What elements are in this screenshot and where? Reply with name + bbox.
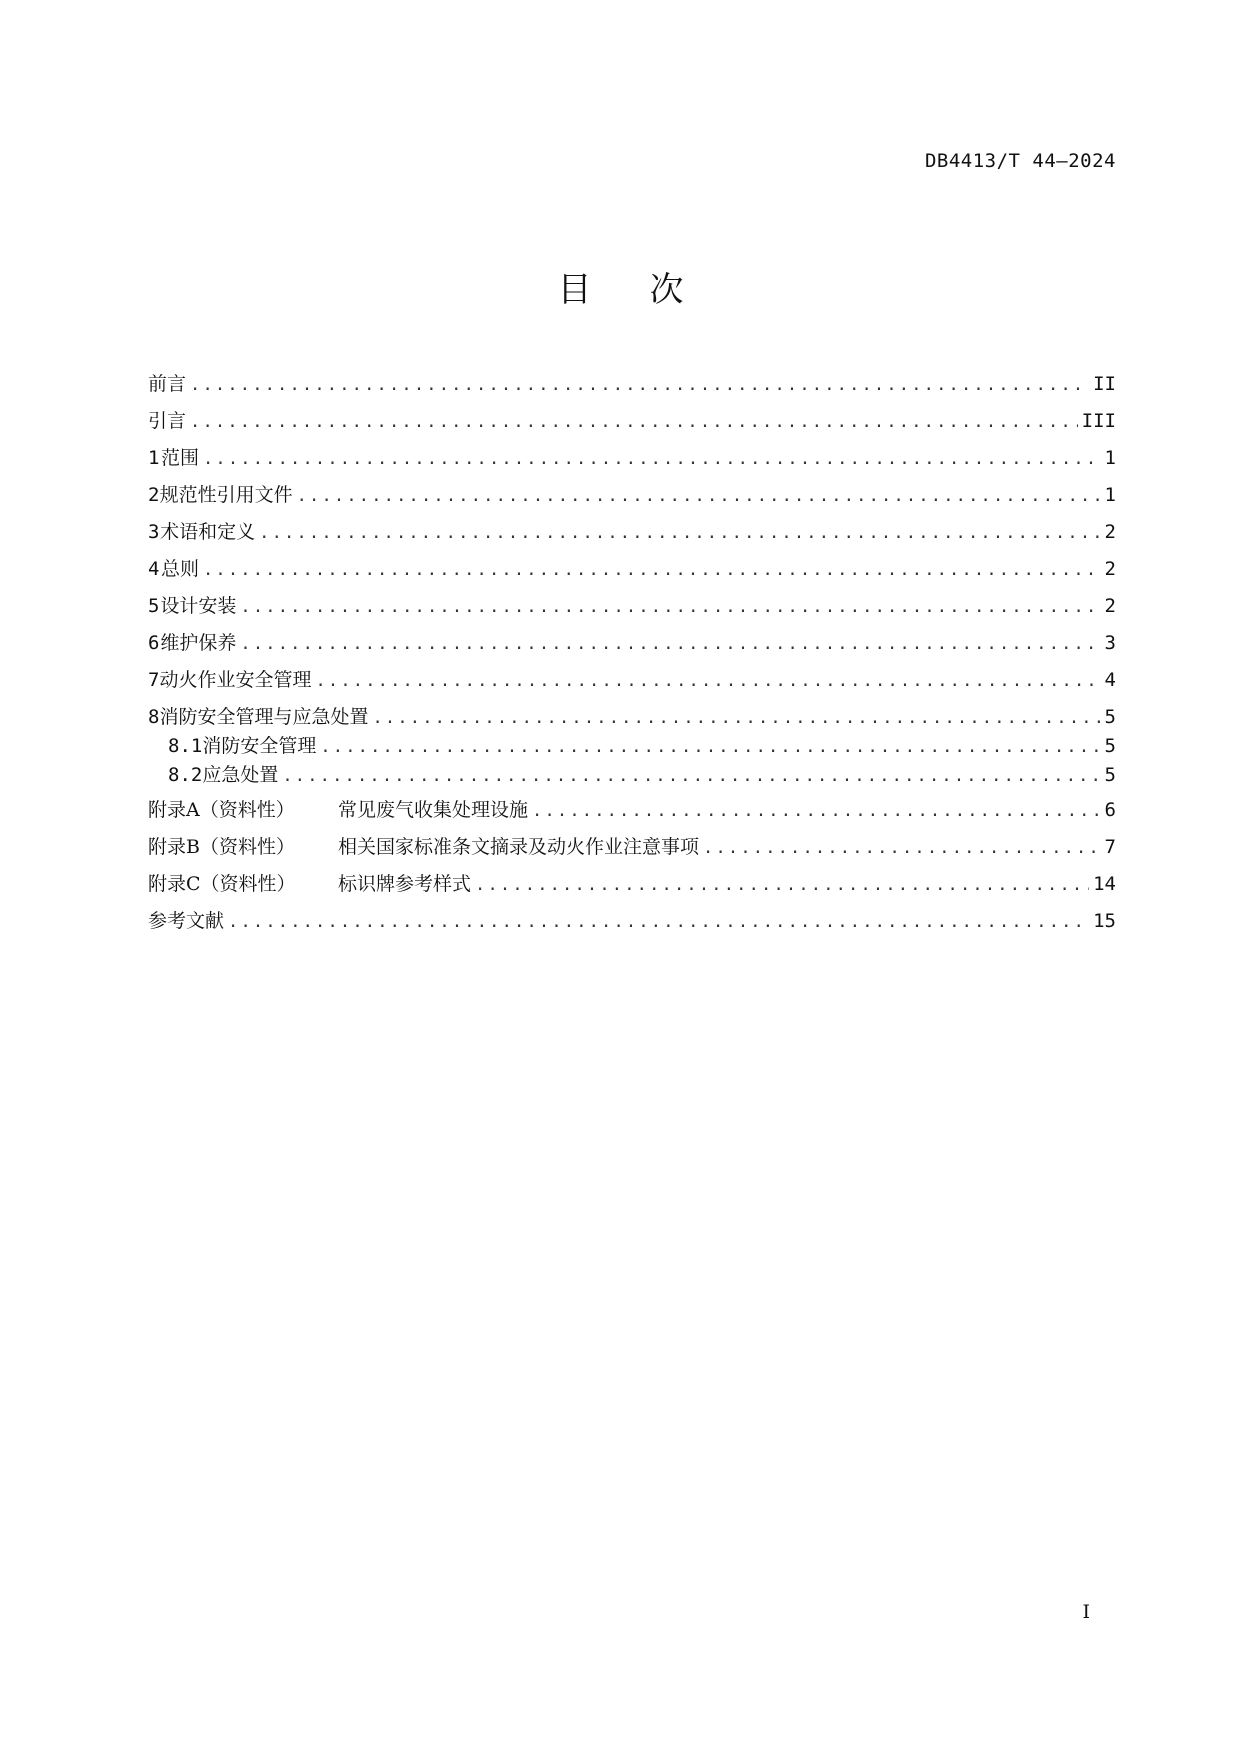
toc-page-number: 1 <box>1104 484 1116 506</box>
toc-entry-title: 动火作业安全管理 <box>159 669 312 691</box>
toc-page-number: 2 <box>1104 521 1116 543</box>
toc-leader-dots <box>703 835 1101 861</box>
toc-appendix-label: 附录C（资料性） <box>148 873 296 895</box>
toc-leader-dots <box>320 734 1100 760</box>
toc-appendix-label: 附录A（资料性） <box>148 799 295 821</box>
toc-entry-section-8-1[interactable] <box>168 733 1116 760</box>
toc-entry-title: 术语和定义 <box>160 521 256 543</box>
toc-page-number: 5 <box>1104 764 1116 786</box>
toc-page-number: 1 <box>1104 447 1116 469</box>
toc-section-number: 5 <box>148 595 160 617</box>
toc-leader-dots <box>203 446 1101 472</box>
toc-entry-title: 消防安全管理 <box>202 735 317 757</box>
toc-leader-dots <box>297 483 1101 509</box>
page-title: 目次 <box>557 270 742 310</box>
toc-entry-section-6[interactable] <box>148 630 1116 657</box>
toc-section-number: 8.1 <box>168 735 203 757</box>
toc-entry-section-7[interactable] <box>148 667 1116 694</box>
toc-leader-dots <box>190 372 1089 398</box>
toc-entry-title: 总则 <box>160 558 199 580</box>
toc-entry-title: 规范性引用文件 <box>159 484 293 506</box>
toc-entry-section-4[interactable] <box>148 556 1116 583</box>
toc-leader-dots <box>228 909 1089 935</box>
toc-section-number: 1 <box>148 447 160 469</box>
toc-entry-title: 相关国家标准条文摘录及动火作业注意事项 <box>338 836 700 858</box>
toc-leader-dots <box>203 557 1101 583</box>
toc-entry-title: 引言 <box>148 410 187 432</box>
toc-page-number: 5 <box>1104 735 1116 757</box>
toc-leader-dots <box>259 520 1100 546</box>
toc-page-number: 6 <box>1104 799 1116 821</box>
toc-entry-foreword[interactable] <box>148 371 1116 398</box>
toc-leader-dots <box>282 763 1100 789</box>
toc-entry-section-8-2[interactable] <box>168 762 1116 789</box>
toc-page-number: 4 <box>1104 669 1116 691</box>
toc-leader-dots <box>372 705 1100 731</box>
toc-entry-appendix-b[interactable] <box>148 834 1116 861</box>
toc-entry-appendix-c[interactable] <box>148 871 1116 898</box>
toc-page-number: III <box>1081 410 1116 432</box>
toc-page-number: II <box>1093 373 1116 395</box>
toc-section-number: 2 <box>148 484 160 506</box>
document-code: DB4413/T 44—2024 <box>924 150 1116 172</box>
toc-entry-title: 消防安全管理与应急处置 <box>159 706 369 728</box>
toc-section-number: 7 <box>148 669 160 691</box>
toc-leader-dots <box>240 594 1100 620</box>
toc-entry-title: 前言 <box>148 373 187 395</box>
toc-entry-title: 范围 <box>160 447 199 469</box>
toc-section-number: 4 <box>148 558 160 580</box>
toc-section-number: 3 <box>148 521 160 543</box>
toc-section-number: 8.2 <box>168 764 203 786</box>
toc-leader-dots <box>240 631 1100 657</box>
toc-page-number: 3 <box>1104 632 1116 654</box>
toc-entry-introduction[interactable] <box>148 408 1116 435</box>
toc-page-number: 7 <box>1104 836 1116 858</box>
toc-leader-dots <box>315 668 1100 694</box>
toc-leader-dots <box>532 798 1101 824</box>
toc-section-number: 8 <box>148 706 160 728</box>
toc-leader-dots <box>475 872 1089 898</box>
toc-entry-title: 应急处置 <box>202 764 279 786</box>
toc-leader-dots <box>190 409 1078 435</box>
toc-entry-section-3[interactable] <box>148 519 1116 546</box>
toc-page-number: 14 <box>1093 873 1116 895</box>
toc-page-number: 15 <box>1093 910 1116 932</box>
page-number: I <box>1082 1601 1090 1623</box>
toc-entry-title: 参考文献 <box>148 910 225 932</box>
toc-page-number: 2 <box>1104 558 1116 580</box>
toc-entry-title: 维护保养 <box>160 632 237 654</box>
toc-entry-title: 设计安装 <box>160 595 237 617</box>
toc-appendix-label: 附录B（资料性） <box>148 836 295 858</box>
toc-entry-appendix-a[interactable] <box>148 797 1116 824</box>
toc-page-number: 2 <box>1104 595 1116 617</box>
toc-section-number: 6 <box>148 632 160 654</box>
toc-entry-title: 标识牌参考样式 <box>338 873 472 895</box>
toc-entry-section-2[interactable] <box>148 482 1116 509</box>
toc-entry-section-8[interactable] <box>148 704 1116 731</box>
toc-page-number: 5 <box>1104 706 1116 728</box>
toc-entry-references[interactable] <box>148 908 1116 935</box>
toc-entry-section-5[interactable] <box>148 593 1116 620</box>
toc-entry-section-1[interactable] <box>148 445 1116 472</box>
toc-entry-title: 常见废气收集处理设施 <box>338 799 529 821</box>
